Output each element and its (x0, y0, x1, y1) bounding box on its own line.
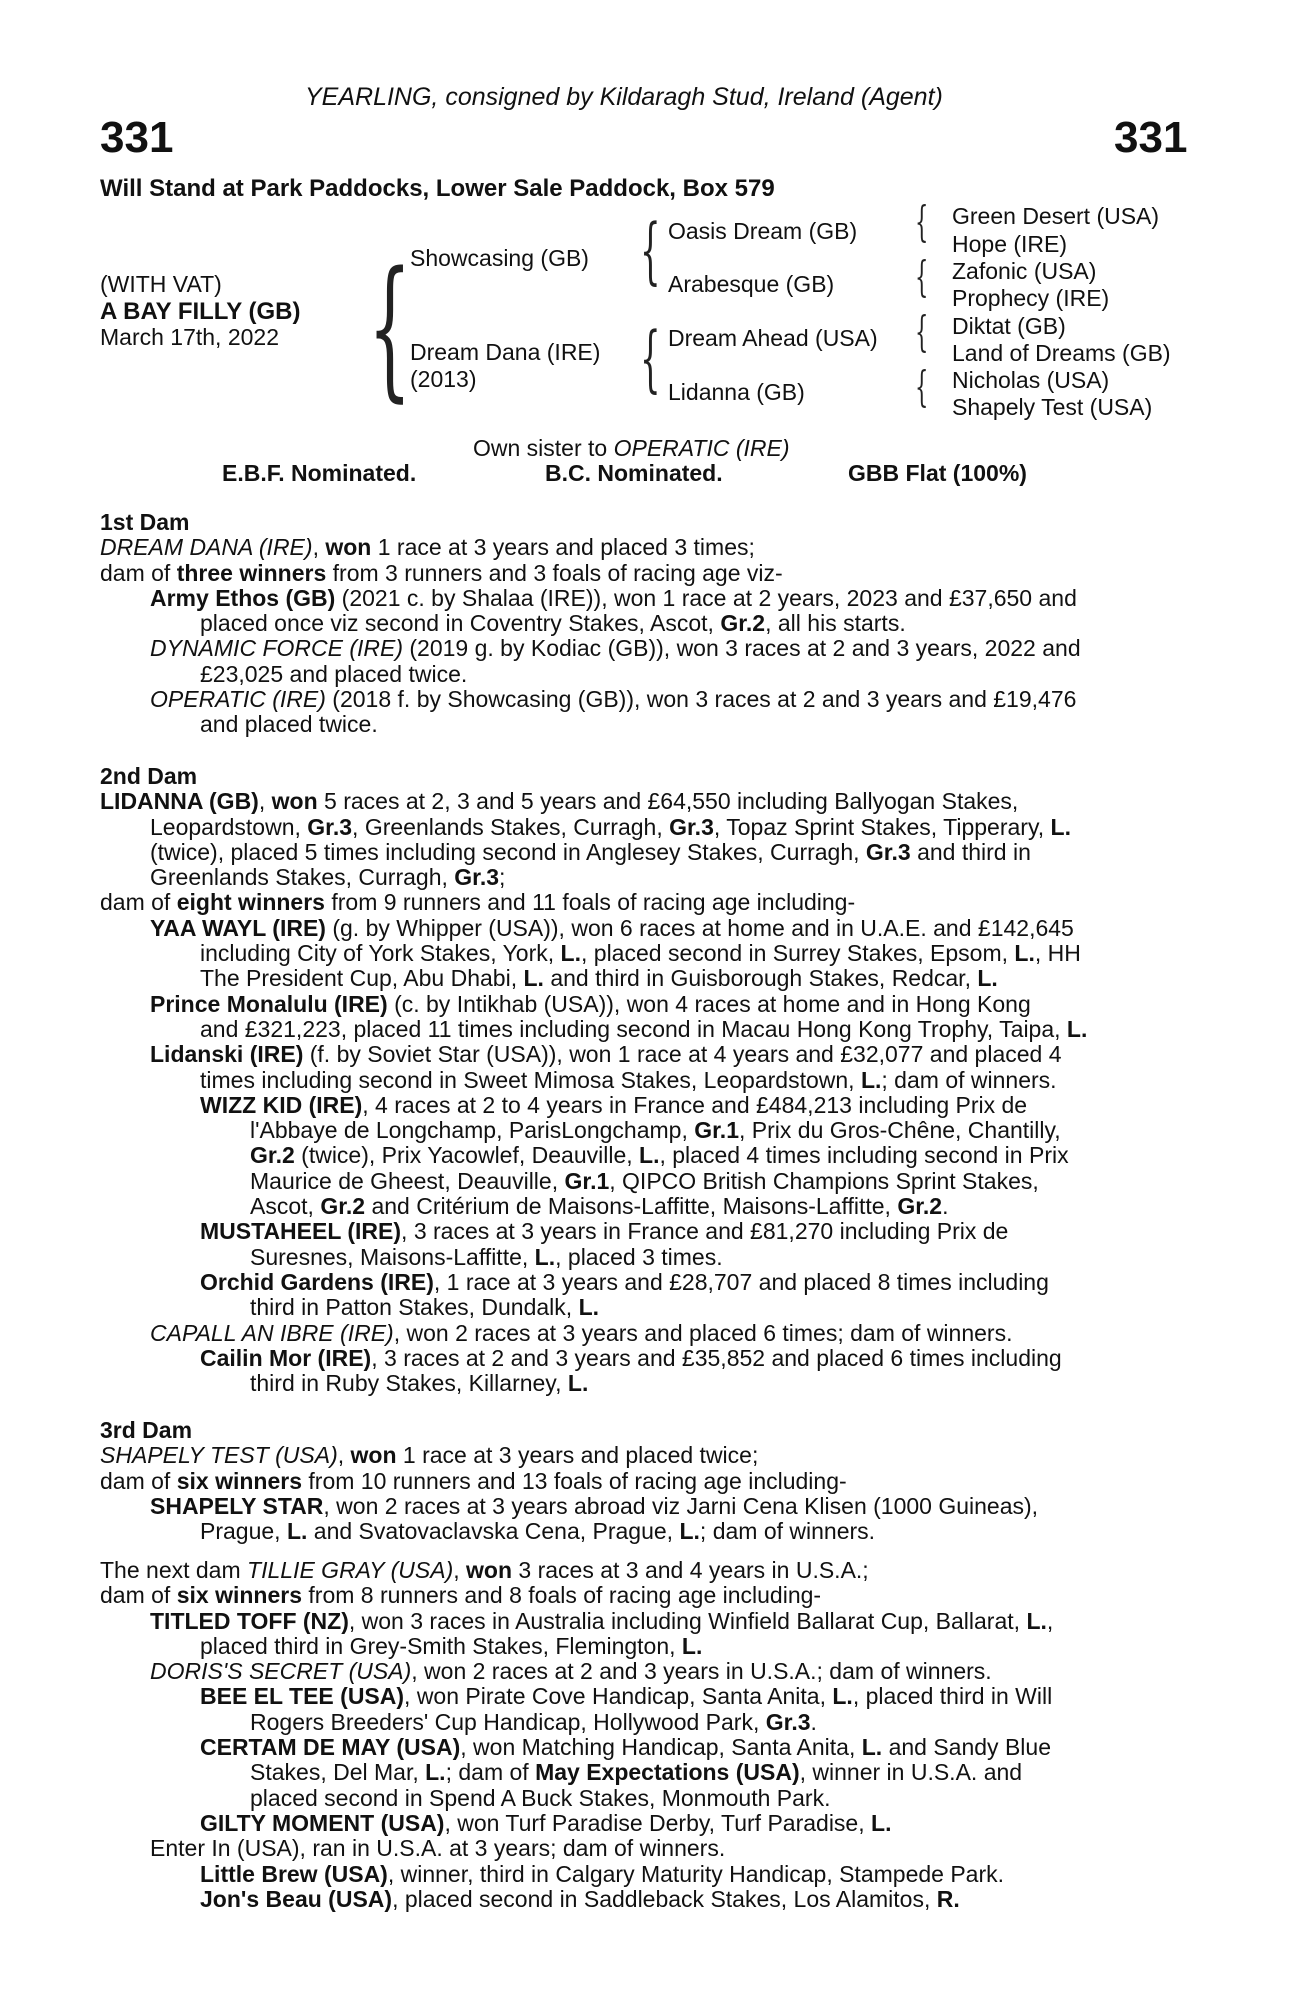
pedigree-g3-8: Shapely Test (USA) (952, 394, 1153, 420)
lot-type-line: YEARLING, consigned by Kildaragh Stud, Ireland (Agent) (305, 83, 943, 111)
pedigree-g3-3: Zafonic (USA) (952, 258, 1097, 284)
pedigree-brace-3d: { (915, 362, 929, 411)
bc-nominated: B.C. Nominated. (545, 460, 723, 486)
stable-location: Will Stand at Park Paddocks, Lower Sale Paddock, Box 579 (100, 175, 775, 202)
pedigree-sire-sire: Oasis Dream (GB) (668, 218, 858, 244)
pedigree-g3-2: Hope (IRE) (952, 231, 1068, 257)
section-heading: 2nd Dam (100, 763, 198, 789)
pedigree-brace-3c: { (915, 307, 929, 356)
ebf-nominated: E.B.F. Nominated. (222, 460, 417, 486)
pedigree-g3-4: Prophecy (IRE) (952, 285, 1110, 311)
lot-number-left: 331 (100, 113, 174, 162)
pedigree-dam-sire: Dream Ahead (USA) (668, 325, 878, 351)
horse-name: A BAY FILLY (GB) (100, 298, 301, 325)
horse-dob: March 17th, 2022 (100, 324, 280, 350)
pedigree-brace-1: { (368, 239, 412, 416)
next-dam-section: The next dam TILLIE GRAY (USA), won 3 races at 3 and 4 years in U.S.A.; dam of six winners from 8 runners and 8 foals of racing age including- TITLED TOFF (NZ), won 3 races in Australia including Winfield Ballarat Cup, Ballarat, L., placed third in Grey-Smith Stakes, Flemington, L. DORIS'S SECRET (USA), won 2 races at 2 and 3 years in U.S.A.; dam of winners. BEE EL TEE (USA), won Pirate Cove Handicap, Santa Anita, L., placed third in Will Rogers Breeders' Cup Handicap, Hollywood Park, Gr.3. CERTAM DE MAY (USA), won Matching Handicap, Santa Anita, L. and Sandy Blue Stakes, Del Mar, L.; dam of May Expectations (USA), winner in U.S.A. and placed second in Spend A Buck Stakes, Monmouth Park. GILTY MOMENT (USA), won Turf Paradise Derby, Turf Paradise, L. Enter In (USA), ran in U.S.A. at 3 years; dam of winners. Little Brew (USA), winner, third in Calgary Maturity Handicap, Stampede Park. Jon's Beau (USA), placed second in Saddleback Stakes, Los Alamitos, R. (100, 1557, 1054, 1912)
section-heading: 3rd Dam (100, 1417, 193, 1443)
second-dam-section: 2nd Dam LIDANNA (GB), won 5 races at 2, 3 and 5 years and £64,550 including Ballyogan Stakes, Leopardstown, Gr.3, Greenlands Stakes, Curragh, Gr.3, Topaz Sprint Stakes, Tipperary, L. (twice), placed 5 times including second in Anglesey Stakes, Curragh, Gr.3 and third in Greenlands Stakes, Curragh, Gr.3; dam of eight winners from 9 runners and 11 foals of racing age including- YAA WAYL (IRE) (g. by Whipper (USA)), won 6 races at home and in U.A.E. and £142,645 including City of York Stakes, York, L., placed second in Surrey Stakes, Epsom, L., HH The President Cup, Abu Dhabi, L. and third in Guisborough Stakes, Redcar, L. Prince Monalulu (IRE) (c. by Intikhab (USA)), won 4 races at home and in Hong Kong and £321,223, placed 11 times including second in Macau Hong Kong Trophy, Taipa, L. Lidanski (IRE) (f. by Soviet Star (USA)), won 1 race at 4 years and £32,077 and placed 4 times including second in Sweet Mimosa Stakes, Leopardstown, L.; dam of winners. WIZZ KID (IRE), 4 races at 2 to 4 years in France and £484,213 including Prix de l'Abbaye de Longchamp, ParisLongchamp, Gr.1, Prix du Gros-Chêne, Chantilly, Gr.2 (twice), Prix Yacowlef, Deauville, L., placed 4 times including second in Prix Maurice de Gheest, Deauville, Gr.1, QIPCO British Champions Sprint Stakes, Ascot, Gr.2 and Critérium de Maisons-Laffitte, Maisons-Laffitte, Gr.2. MUSTAHEEL (IRE), 3 races at 3 years in France and £81,270 including Prix de Suresnes, Maisons-Laffitte, L., placed 3 times. Orchid Gardens (IRE), 1 race at 3 years and £28,707 and placed 8 times including third in Patton Stakes, Dundalk, L. CAPALL AN IBRE (IRE), won 2 races at 3 years and placed 6 times; dam of winners. Cailin Mor (IRE), 3 races at 2 and 3 years and £35,852 and placed 6 times including third in Ruby Stakes, Killarney, L. (100, 763, 1088, 1397)
pedigree-dam: Dream Dana (IRE) (410, 339, 601, 365)
own-sister-note: Own sister to OPERATIC (IRE) (473, 435, 790, 461)
pedigree-brace-3a: { (915, 197, 929, 246)
pedigree-g3-5: Diktat (GB) (952, 313, 1066, 339)
pedigree-brace-dam: { (640, 316, 661, 400)
vat-note: (WITH VAT) (100, 271, 222, 297)
pedigree-brace-3b: { (915, 252, 929, 301)
pedigree-brace-sire: { (640, 208, 661, 292)
first-dam-section: 1st Dam DREAM DANA (IRE), won 1 race at 3 years and placed 3 times; dam of three winners from 3 runners and 3 foals of racing age viz- Army Ethos (GB) (2021 c. by Shalaa (IRE)), won 1 race at 2 years, 2023 and £37,650 and placed once viz second in Coventry Stakes, Ascot, Gr.2, all his starts. DYNAMIC FORCE (IRE) (2019 g. by Kodiac (GB)), won 3 races at 2 and 3 years, 2022 and £23,025 and placed twice. OPERATIC (IRE) (2018 f. by Showcasing (GB)), won 3 races at 2 and 3 years and £19,476 and placed twice. (100, 509, 1081, 738)
pedigree-dam-dam: Lidanna (GB) (668, 379, 805, 405)
pedigree-g3-6: Land of Dreams (GB) (952, 340, 1171, 366)
pedigree-g3-7: Nicholas (USA) (952, 367, 1110, 393)
third-dam-section: 3rd Dam SHAPELY TEST (USA), won 1 race at 3 years and placed twice; dam of six winners from 10 runners and 13 foals of racing age including- SHAPELY STAR, won 2 races at 3 years abroad viz Jarni Cena Klisen (1000 Guineas), Prague, L. and Svatovaclavska Cena, Prague, L.; dam of winners. (100, 1417, 1039, 1545)
section-heading: 1st Dam (100, 509, 190, 535)
pedigree-sire-dam: Arabesque (GB) (668, 271, 835, 297)
gbb-flat: GBB Flat (100%) (848, 460, 1027, 486)
pedigree-dam-year: (2013) (410, 366, 477, 392)
lot-number-right: 331 (1114, 113, 1188, 162)
pedigree-sire: Showcasing (GB) (410, 245, 589, 271)
pedigree-g3-1: Green Desert (USA) (952, 203, 1160, 229)
